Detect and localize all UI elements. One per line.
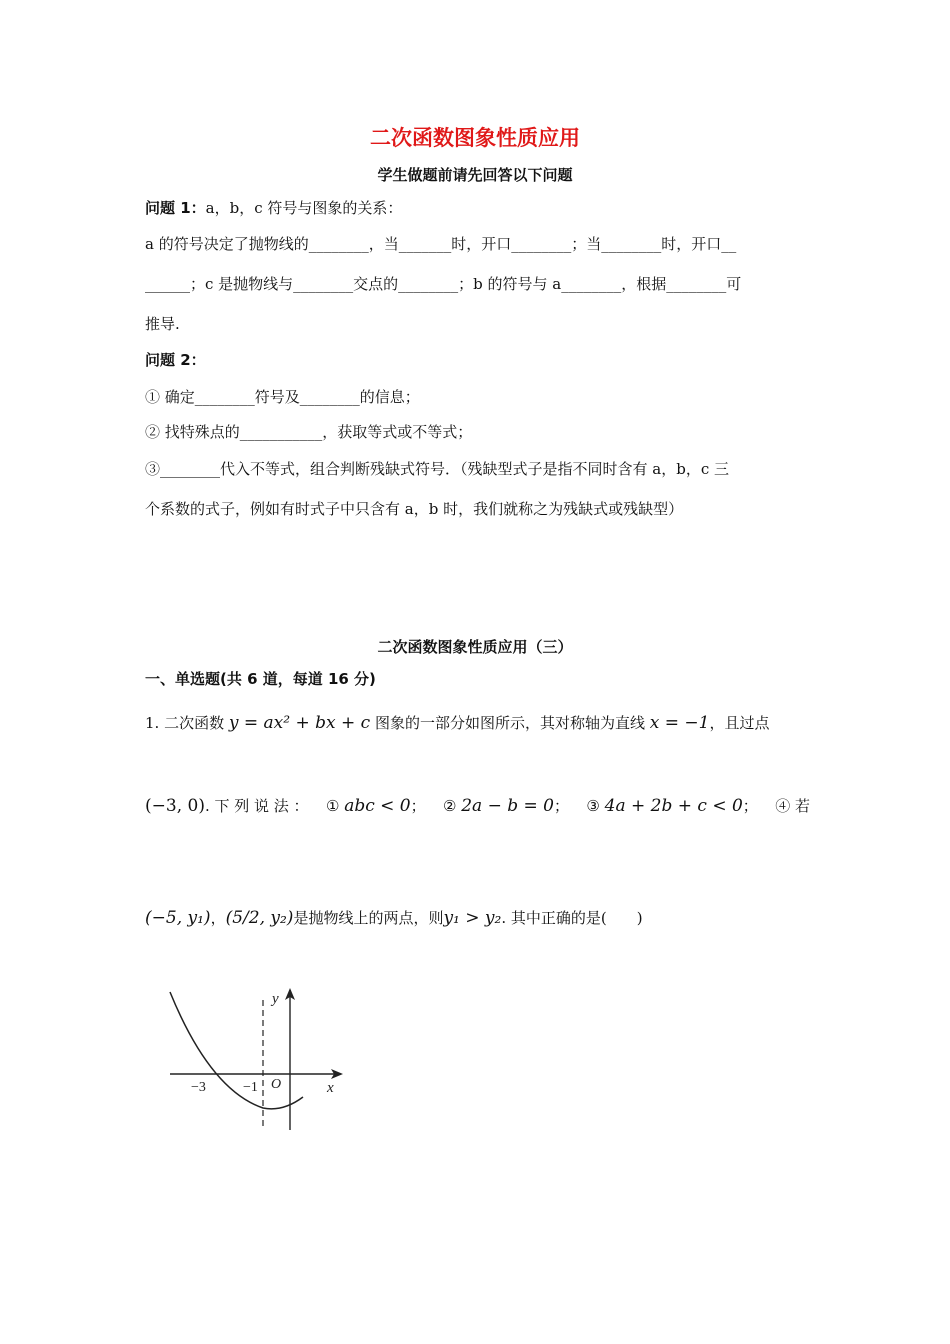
problem-1-statements-intro: . 下 列 说 法 ： xyxy=(204,797,309,815)
question-1-text: a，b，c 符号与图象的关系： xyxy=(205,199,403,217)
question-2-item-2: ② 找特殊点的___________，获取等式或不等式； xyxy=(145,423,473,441)
part-heading: 一、单选题(共 6 道，每道 16 分) xyxy=(145,670,376,688)
statement-1-mark: ① xyxy=(325,797,340,815)
question-2-item-3: ③________代入不等式，组合判断残缺式符号．（残缺型式子是指不同时含有 a，b，c 三 xyxy=(145,460,729,478)
document-title: 二次函数图象性质应用 xyxy=(370,126,580,150)
intro-heading: 学生做题前请先回答以下问题 xyxy=(377,166,573,184)
origin-label: O xyxy=(271,1077,282,1092)
problem-1-line-3: (−5, y₁)，(5/2, y₂)是抛物线上的两点，则y₁ > y₂. 其中正确的是( ) xyxy=(145,908,643,928)
statement-3: 4a + 2b + c < 0 xyxy=(604,796,743,816)
tick-label-minus-3: −3 xyxy=(191,1080,206,1095)
parabola-curve xyxy=(170,992,303,1109)
question-1-line-1: a 的符号决定了抛物线的________，当_______时，开口________；当________时，开口__ xyxy=(145,235,737,253)
problem-1-point: (−3, 0) xyxy=(145,796,205,816)
problem-1-line-2: (−3, 0). 下 列 说 法 ： ① abc < 0； ② 2a − b = 0； ③ 4a + 2b + c < 0； ④ 若 xyxy=(145,796,810,816)
condition-text: 是抛物线上的两点，则 xyxy=(293,909,444,927)
question-1-line-2: ______；c 是抛物线与________交点的________；b 的符号与 a________，根据________可 xyxy=(145,275,742,293)
y-axis-label: y xyxy=(272,991,279,1007)
question-1-header xyxy=(145,198,810,218)
problem-1-line-1 xyxy=(145,713,810,733)
parabola-figure xyxy=(155,980,355,1140)
question-2-label: 问题 2： xyxy=(145,351,206,369)
point-b: (5/2, y₂) xyxy=(225,908,294,928)
condition: y₁ > y₂ xyxy=(443,908,502,928)
problem-1-prefix: 1. 二次函数 xyxy=(145,714,225,732)
question-2-item-3-cont: 个系数的式子，例如有时式子中只含有 a，b 时，我们就称之为残缺式或残缺型） xyxy=(145,500,684,518)
point-a: (−5, y₁) xyxy=(145,908,211,928)
tick-label-minus-1: −1 xyxy=(243,1080,258,1095)
question-1-label: 问题 1： xyxy=(145,199,206,217)
problem-1-tail: ，且过点 xyxy=(709,714,770,732)
x-axis-label: x xyxy=(327,1080,334,1096)
statement-3-mark: ③ xyxy=(586,797,600,815)
problem-1-question: . 其中正确的是( ) xyxy=(501,909,643,927)
statement-1: abc < 0 xyxy=(344,796,411,816)
question-1-line-3: 推导. xyxy=(145,315,180,333)
problem-1-formula: y = ax² + bx + c xyxy=(228,713,371,733)
problem-1-axis-equation: x = −1 xyxy=(649,713,710,733)
section-title: 二次函数图象性质应用（三） xyxy=(377,638,573,656)
question-2-item-1: ① 确定________符号及________的信息； xyxy=(145,388,420,406)
statement-4-mark: ④ 若 xyxy=(775,797,810,815)
statement-2: 2a − b = 0 xyxy=(461,796,554,816)
problem-1-mid: 图象的一部分如图所示，其对称轴为直线 xyxy=(374,714,645,732)
statement-2-mark: ② xyxy=(443,797,457,815)
